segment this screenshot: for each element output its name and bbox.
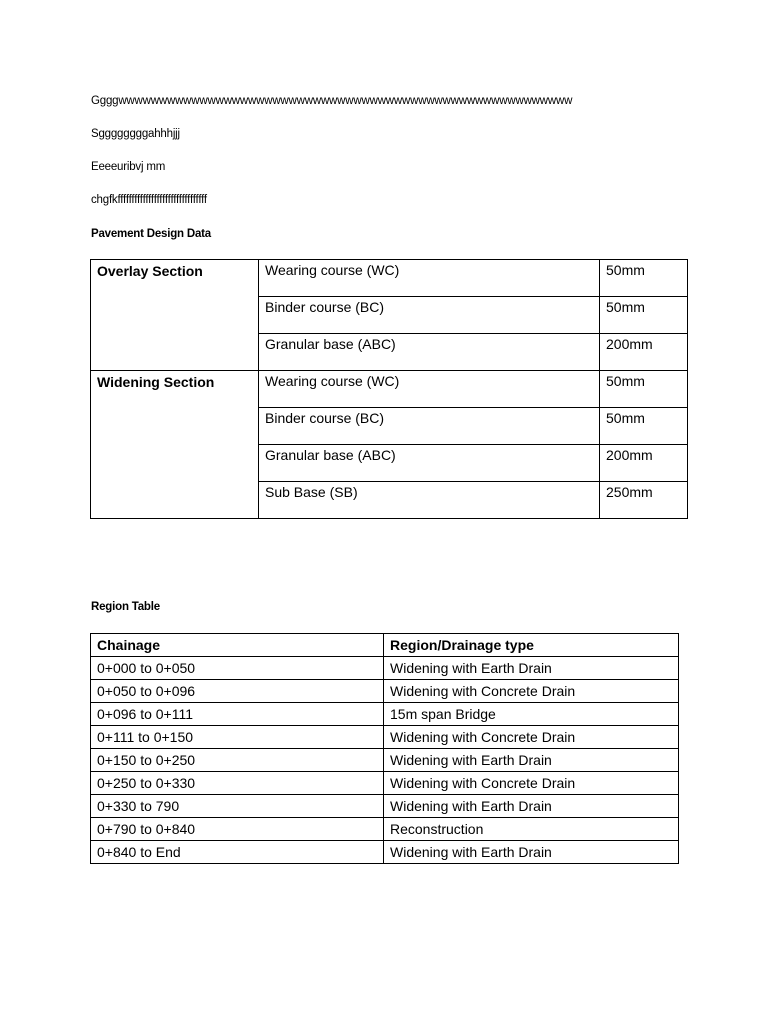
table-row: [91, 818, 679, 841]
header-chainage: Chainage: [91, 634, 384, 657]
table-row: [91, 726, 679, 749]
region-type-cell: Widening with Concrete Drain: [384, 772, 679, 795]
chainage-cell: 0+330 to 790: [91, 795, 384, 818]
layer-cell: Granular base (ABC): [259, 445, 600, 482]
chainage-cell: 0+790 to 0+840: [91, 818, 384, 841]
layer-cell: Wearing course (WC): [259, 260, 600, 297]
chainage-cell: 0+840 to End: [91, 841, 384, 864]
table-row: [91, 657, 679, 680]
pavement-design-table: [90, 259, 688, 519]
chainage-cell: 0+250 to 0+330: [91, 772, 384, 795]
table-row: [91, 841, 679, 864]
region-type-cell: 15m span Bridge: [384, 703, 679, 726]
table-row: [91, 772, 679, 795]
layer-cell: Binder course (BC): [259, 408, 600, 445]
layer-cell: Binder course (BC): [259, 297, 600, 334]
region-type-cell: Widening with Earth Drain: [384, 749, 679, 772]
thickness-cell: 200mm: [600, 334, 688, 371]
layer-cell: Wearing course (WC): [259, 371, 600, 408]
chainage-cell: 0+050 to 0+096: [91, 680, 384, 703]
pavement-title: Pavement Design Data: [91, 228, 211, 240]
chainage-cell: 0+111 to 0+150: [91, 726, 384, 749]
region-table: [90, 633, 679, 864]
table-row: [91, 703, 679, 726]
region-type-cell: Widening with Earth Drain: [384, 841, 679, 864]
text-line-3: Eeeeuribvj mm: [91, 161, 166, 173]
chainage-cell: 0+000 to 0+050: [91, 657, 384, 680]
region-type-cell: Widening with Earth Drain: [384, 657, 679, 680]
thickness-cell: 50mm: [600, 408, 688, 445]
region-type-cell: Widening with Concrete Drain: [384, 726, 679, 749]
chainage-cell: 0+096 to 0+111: [91, 703, 384, 726]
header-region-type: Region/Drainage type: [384, 634, 679, 657]
region-type-cell: Reconstruction: [384, 818, 679, 841]
region-type-cell: Widening with Earth Drain: [384, 795, 679, 818]
table-row: [91, 749, 679, 772]
text-line-1: Ggggwwwwwwwwwwwwwwwwwwwwwwwwwwwwwwwwwwwwwwwwwwwwwwwwwwwwwwww: [91, 95, 573, 107]
thickness-cell: 50mm: [600, 260, 688, 297]
table-row: [91, 795, 679, 818]
layer-cell: Sub Base (SB): [259, 482, 600, 519]
chainage-cell: 0+150 to 0+250: [91, 749, 384, 772]
section-name: Overlay Section: [91, 260, 259, 371]
table-header-row: [91, 634, 679, 657]
thickness-cell: 250mm: [600, 482, 688, 519]
layer-cell: Granular base (ABC): [259, 334, 600, 371]
thickness-cell: 50mm: [600, 371, 688, 408]
region-title: Region Table: [91, 601, 160, 613]
thickness-cell: 50mm: [600, 297, 688, 334]
thickness-cell: 200mm: [600, 445, 688, 482]
table-row: [91, 680, 679, 703]
text-line-2: Sggggggggahhhjjj: [91, 128, 180, 140]
section-name: Widening Section: [91, 371, 259, 519]
text-line-4: chgfkffffffffffffffffffffffffffffffff: [91, 194, 207, 206]
region-type-cell: Widening with Concrete Drain: [384, 680, 679, 703]
